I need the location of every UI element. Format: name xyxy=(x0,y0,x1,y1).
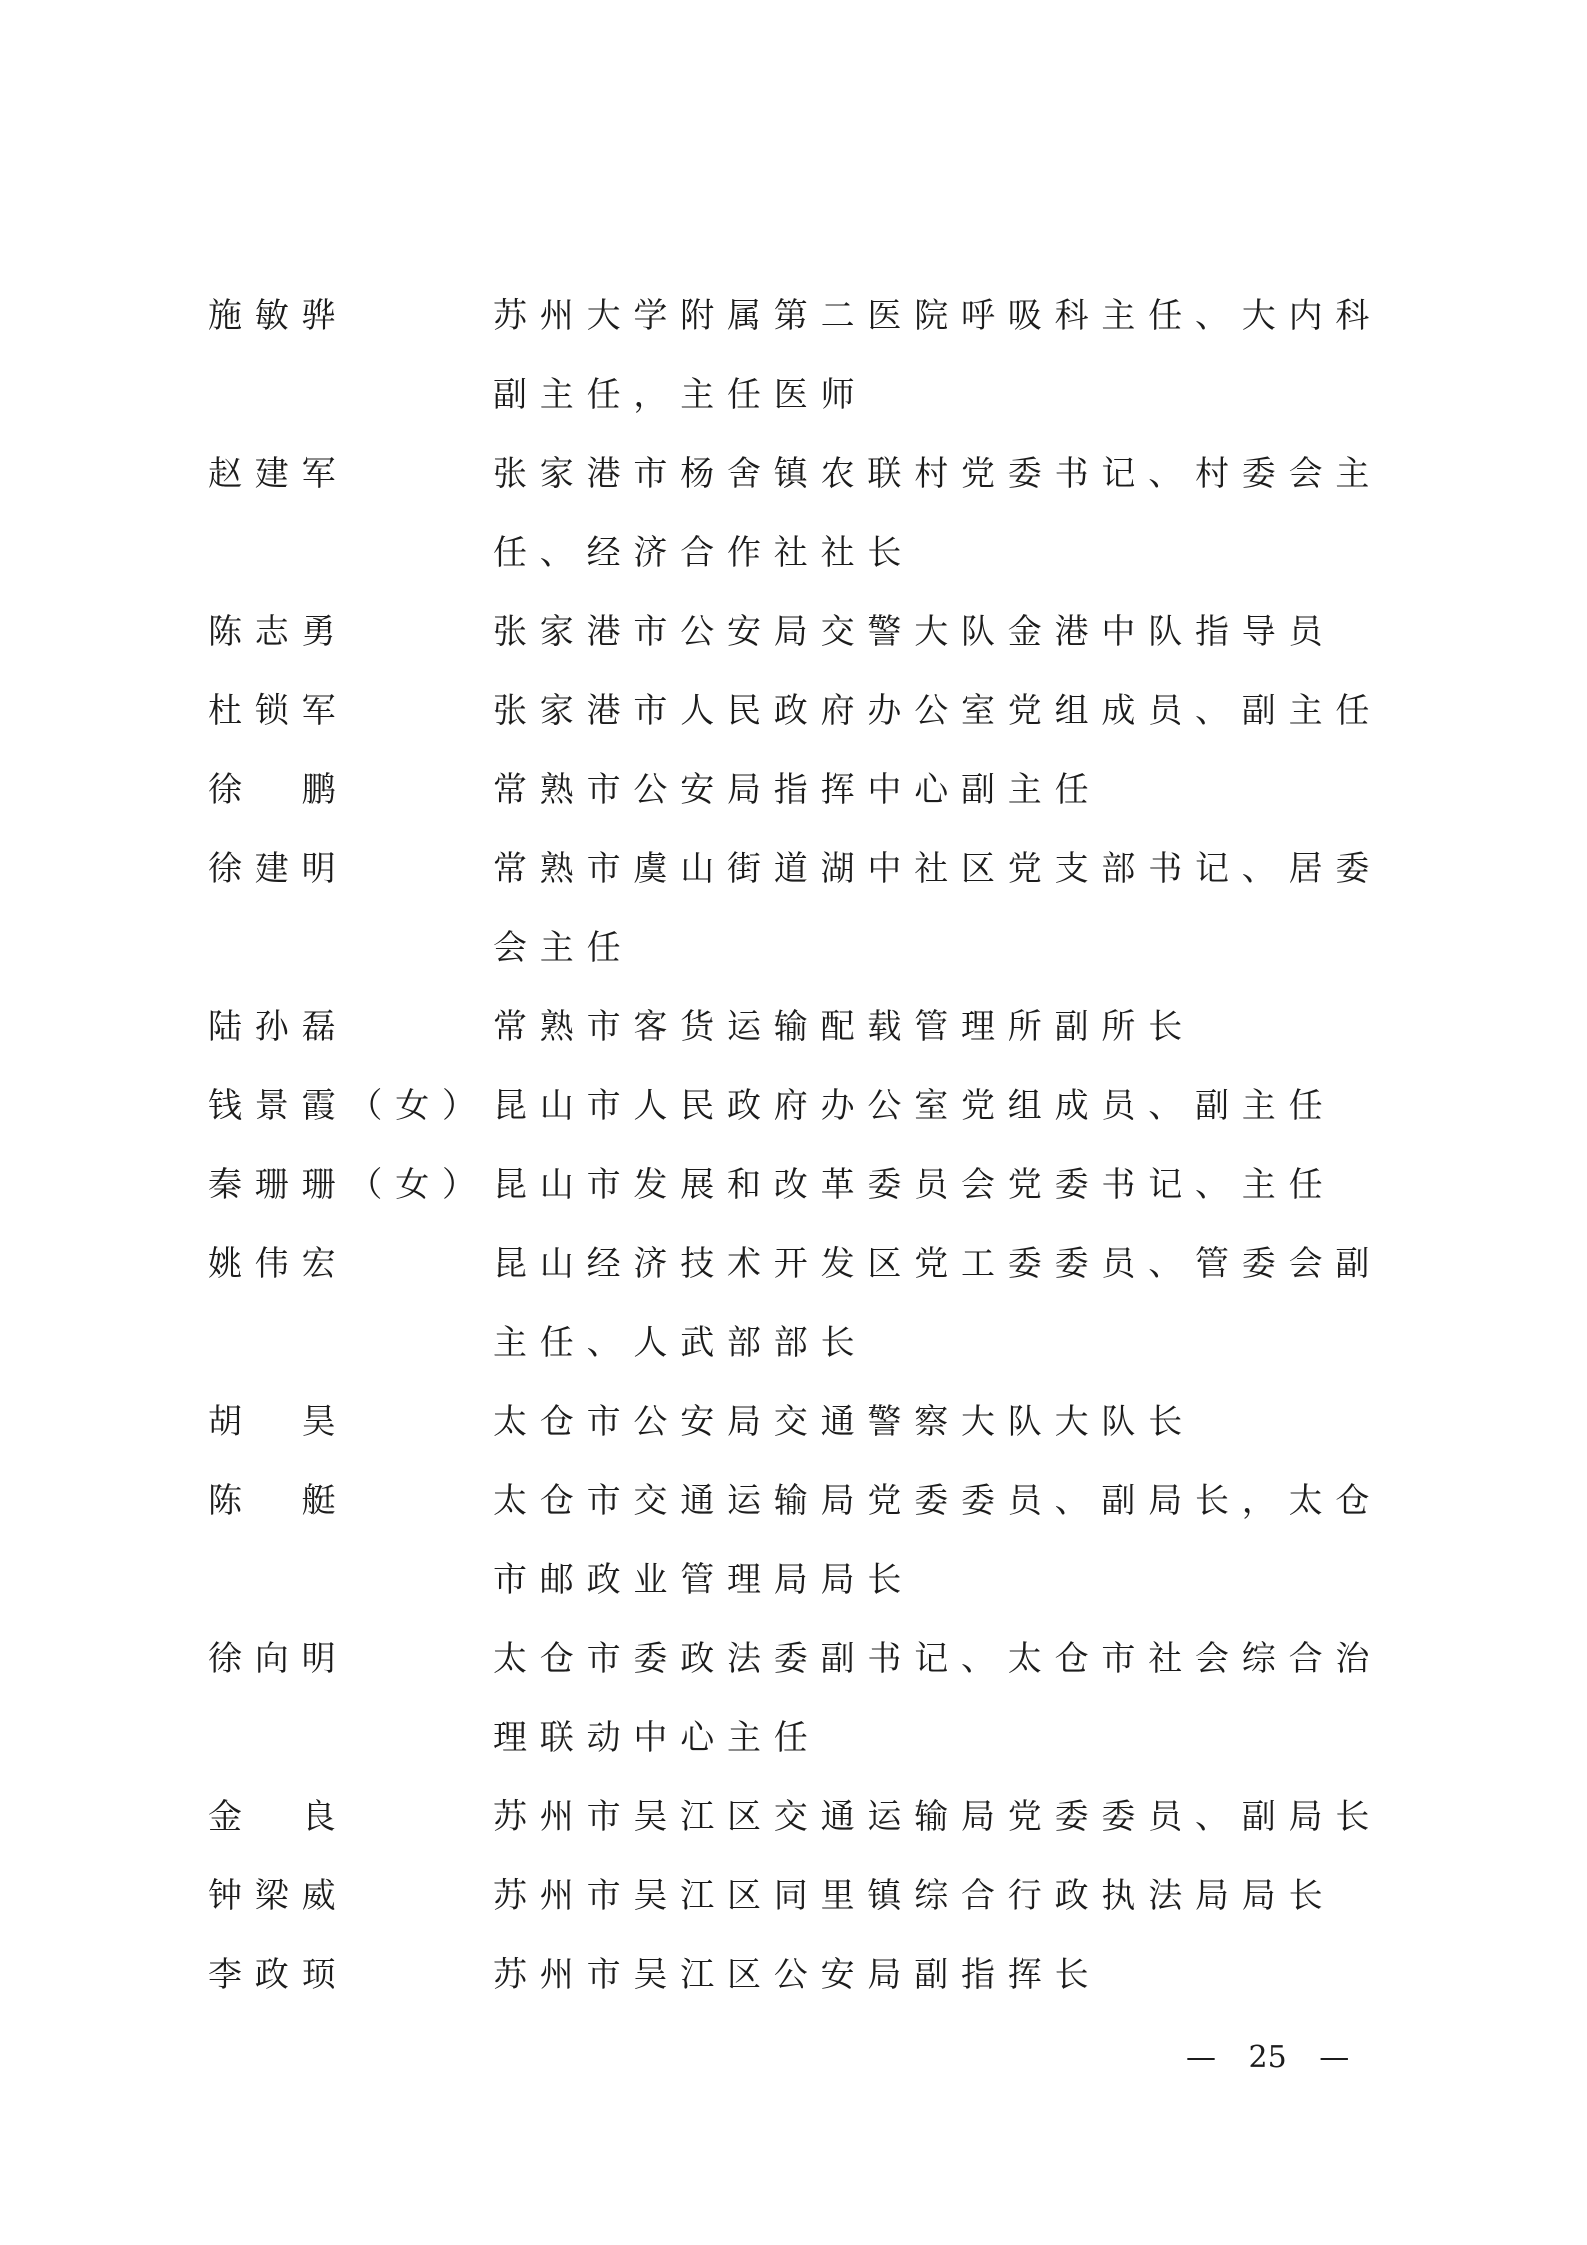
person-name: 赵建军 xyxy=(208,454,349,494)
list-item xyxy=(208,1778,1408,1857)
person-position: 苏州市吴江区交通运输局党委委员、副局长 xyxy=(493,1797,1383,1837)
person-name: 陈志勇 xyxy=(208,612,349,652)
list-item xyxy=(208,1857,1408,1936)
page-number: — 25 — xyxy=(1186,2040,1350,2075)
person-name: 陈 艇 xyxy=(208,1481,349,1521)
person-position: 张家港市人民政府办公室党组成员、副主任 xyxy=(493,691,1383,731)
person-position: 太仓市委政法委副书记、太仓市社会综合治理联动中心主任 xyxy=(493,1639,1383,1758)
list-item xyxy=(208,988,1408,1067)
list-item xyxy=(208,1146,1408,1225)
person-name: 徐建明 xyxy=(208,849,349,889)
person-position: 常熟市公安局指挥中心副主任 xyxy=(493,770,1102,810)
person-name: 徐向明 xyxy=(208,1639,349,1679)
list-item xyxy=(208,593,1408,672)
person-name: 钟梁威 xyxy=(208,1876,349,1916)
person-name: 秦珊珊（女） xyxy=(208,1165,489,1205)
person-name: 陆孙磊 xyxy=(208,1007,349,1047)
list-item xyxy=(208,1383,1408,1462)
list-item xyxy=(208,1225,1408,1383)
list-item xyxy=(208,277,1408,435)
person-name: 姚伟宏 xyxy=(208,1244,349,1284)
list-item xyxy=(208,1462,1408,1620)
list-item xyxy=(208,751,1408,830)
person-name: 徐 鹏 xyxy=(208,770,349,810)
person-name: 李政顼 xyxy=(208,1955,349,1995)
person-position: 苏州市吴江区公安局副指挥长 xyxy=(493,1955,1102,1995)
person-name: 钱景霞（女） xyxy=(208,1086,489,1126)
list-item xyxy=(208,435,1408,593)
person-name: 施敏骅 xyxy=(208,296,349,336)
roster-list xyxy=(208,277,1408,2015)
person-name: 杜锁军 xyxy=(208,691,349,731)
list-item xyxy=(208,830,1408,988)
person-name: 金 良 xyxy=(208,1797,349,1837)
person-position: 张家港市杨舍镇农联村党委书记、村委会主任、经济合作社社长 xyxy=(493,454,1383,573)
person-name: 胡 昊 xyxy=(208,1402,349,1442)
person-position: 苏州市吴江区同里镇综合行政执法局局长 xyxy=(493,1876,1336,1916)
list-item xyxy=(208,1620,1408,1778)
person-position: 太仓市交通运输局党委委员、副局长，太仓市邮政业管理局局长 xyxy=(493,1481,1383,1600)
person-position: 苏州大学附属第二医院呼吸科主任、大内科副主任，主任医师 xyxy=(493,296,1383,415)
person-position: 常熟市客货运输配载管理所副所长 xyxy=(493,1007,1195,1047)
person-position: 昆山市发展和改革委员会党委书记、主任 xyxy=(493,1165,1336,1205)
person-position: 张家港市公安局交警大队金港中队指导员 xyxy=(493,612,1336,652)
person-position: 太仓市公安局交通警察大队大队长 xyxy=(493,1402,1195,1442)
list-item xyxy=(208,1067,1408,1146)
person-position: 昆山市人民政府办公室党组成员、副主任 xyxy=(493,1086,1336,1126)
list-item xyxy=(208,672,1408,751)
person-position: 常熟市虞山街道湖中社区党支部书记、居委会主任 xyxy=(493,849,1383,968)
list-item xyxy=(208,1936,1408,2015)
person-position: 昆山经济技术开发区党工委委员、管委会副主任、人武部部长 xyxy=(493,1244,1383,1363)
